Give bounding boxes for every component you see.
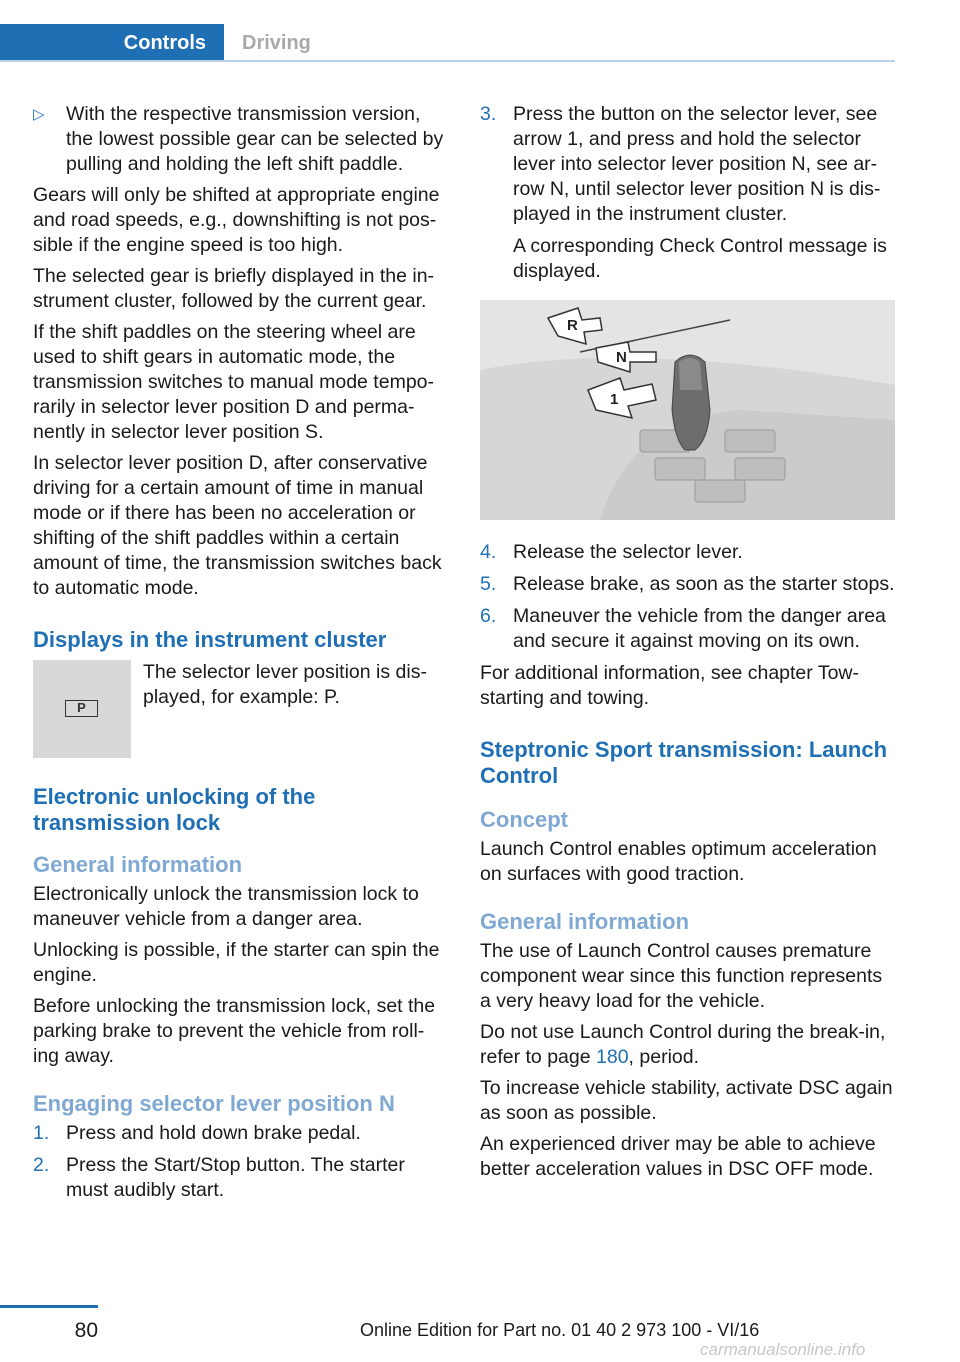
bullet-text: With the respective transmission version, the lowest possible gear can be selected by pulling and holding the left shift paddle. — [66, 103, 444, 175]
arrow-n-label: N — [616, 349, 627, 366]
paragraph: For additional information, see chapter Tow-starting and towing. — [480, 662, 860, 709]
paragraph: Launch Control enables optimum acceleration on surfaces with good traction. — [480, 838, 877, 885]
heading-general-info: General information — [33, 852, 243, 877]
text-after-link: , period. — [628, 1046, 700, 1068]
heading-steptronic: Steptronic Sport transmission: Launch Control — [480, 737, 888, 788]
tab-controls[interactable]: Controls — [0, 24, 224, 62]
paragraph: The selected gear is briefly displayed in the in-strument cluster, followed by the current gear. — [33, 265, 435, 312]
text-before-link: Do not use Launch Control during the break-in, refer to page — [480, 1021, 886, 1068]
heading-concept: Concept — [480, 807, 568, 832]
paragraph: To increase vehicle stability, activate DSC again as soon as possible. — [480, 1077, 893, 1124]
paragraph: In selector lever position D, after conservative driving for a certain amount of time in manual mode or if there has been no acceleration or shifting of the shift paddles within a certain amount of time, the transmission switches back to automatic mode. — [33, 452, 442, 599]
selector-lever-figure — [480, 300, 895, 520]
paragraph: The use of Launch Control causes premature component wear since this function represents a very heavy load for the vehicle. — [480, 940, 883, 1012]
step-item — [480, 102, 895, 284]
paragraph: Gears will only be shifted at appropriate engine and road speeds, e.g., downshifting is not pos-sible if the engine speed is too high. — [33, 184, 440, 256]
selector-lever-illustration — [480, 300, 895, 520]
left-column — [33, 102, 448, 1210]
right-column — [480, 102, 895, 1188]
watermark: carmanualsonline.info — [700, 1340, 866, 1359]
paragraph: Before unlocking the transmission lock, set the parking brake to prevent the vehicle from roll-ing away. — [33, 995, 436, 1067]
arrow-1-label: 1 — [610, 391, 619, 408]
step-item — [33, 1153, 448, 1203]
step-number: 1. — [33, 1122, 50, 1144]
step-number: 5. — [480, 573, 497, 595]
heading-general-info: General information — [480, 909, 690, 934]
step-number: 3. — [480, 103, 497, 125]
page-link[interactable]: 180 — [596, 1046, 629, 1068]
step-text: Press the Start/Stop button. The starter must audibly start. — [66, 1154, 405, 1201]
header-tabbar — [0, 0, 895, 62]
heading-engaging: Engaging selector lever position N — [33, 1091, 395, 1116]
triangle-bullet-icon: ▷ — [33, 106, 45, 123]
paragraph — [480, 1020, 895, 1070]
step-text: Release brake, as soon as the starter stops. — [513, 573, 895, 595]
step-text: Release the selector lever. — [513, 541, 743, 563]
step-item — [480, 540, 895, 565]
gear-p-icon: P — [65, 700, 98, 717]
instrument-cluster-image — [33, 660, 131, 758]
paragraph: If the shift paddles on the steering wheel are used to shift gears in automatic mode, the transmission switches to manual mode tempo-rarily in selector lever position D and perma-nently in selector lever position S. — [33, 321, 434, 443]
step-number: 4. — [480, 541, 497, 563]
heading-displays: Displays in the instrument cluster — [33, 627, 387, 652]
header-divider — [0, 60, 895, 62]
step-item — [480, 572, 895, 597]
step-item — [33, 1121, 448, 1146]
step-text: Press the button on the selector lever, see arrow 1, and press and hold the selector lever into selector lever position N, see ar-row N, until selector lever position N is dis-played in the instrument cluster. — [513, 103, 881, 225]
edition-text: Online Edition for Part no. 01 40 2 973 100 - VI/16 — [360, 1320, 760, 1340]
tab-driving[interactable]: Driving — [242, 32, 311, 54]
step-number: 2. — [33, 1154, 50, 1176]
step-text: Maneuver the vehicle from the danger area and secure it against moving on its own. — [513, 605, 886, 652]
arrow-r-label: R — [567, 317, 578, 334]
paragraph: Electronically unlock the transmission lock to maneuver vehicle from a danger area. — [33, 883, 419, 930]
selector-lever-shape — [672, 355, 710, 450]
paragraph: Unlocking is possible, if the starter can spin the engine. — [33, 939, 440, 986]
step-number: 6. — [480, 605, 497, 627]
display-example — [33, 660, 448, 758]
footer-divider — [0, 1305, 98, 1308]
step-text: Press and hold down brake pedal. — [66, 1122, 361, 1144]
step-subtext: A corresponding Check Control message is displayed. — [513, 235, 887, 282]
paragraph: An experienced driver may be able to achieve better acceleration values in DSC OFF mode. — [480, 1133, 876, 1180]
display-text: The selector lever position is dis-played, for example: P. — [143, 661, 427, 708]
bullet-item — [33, 102, 448, 177]
step-item — [480, 604, 895, 654]
page-number: 80 — [74, 1319, 98, 1342]
heading-unlocking: Electronic unlocking of the transmission lock — [33, 784, 316, 835]
